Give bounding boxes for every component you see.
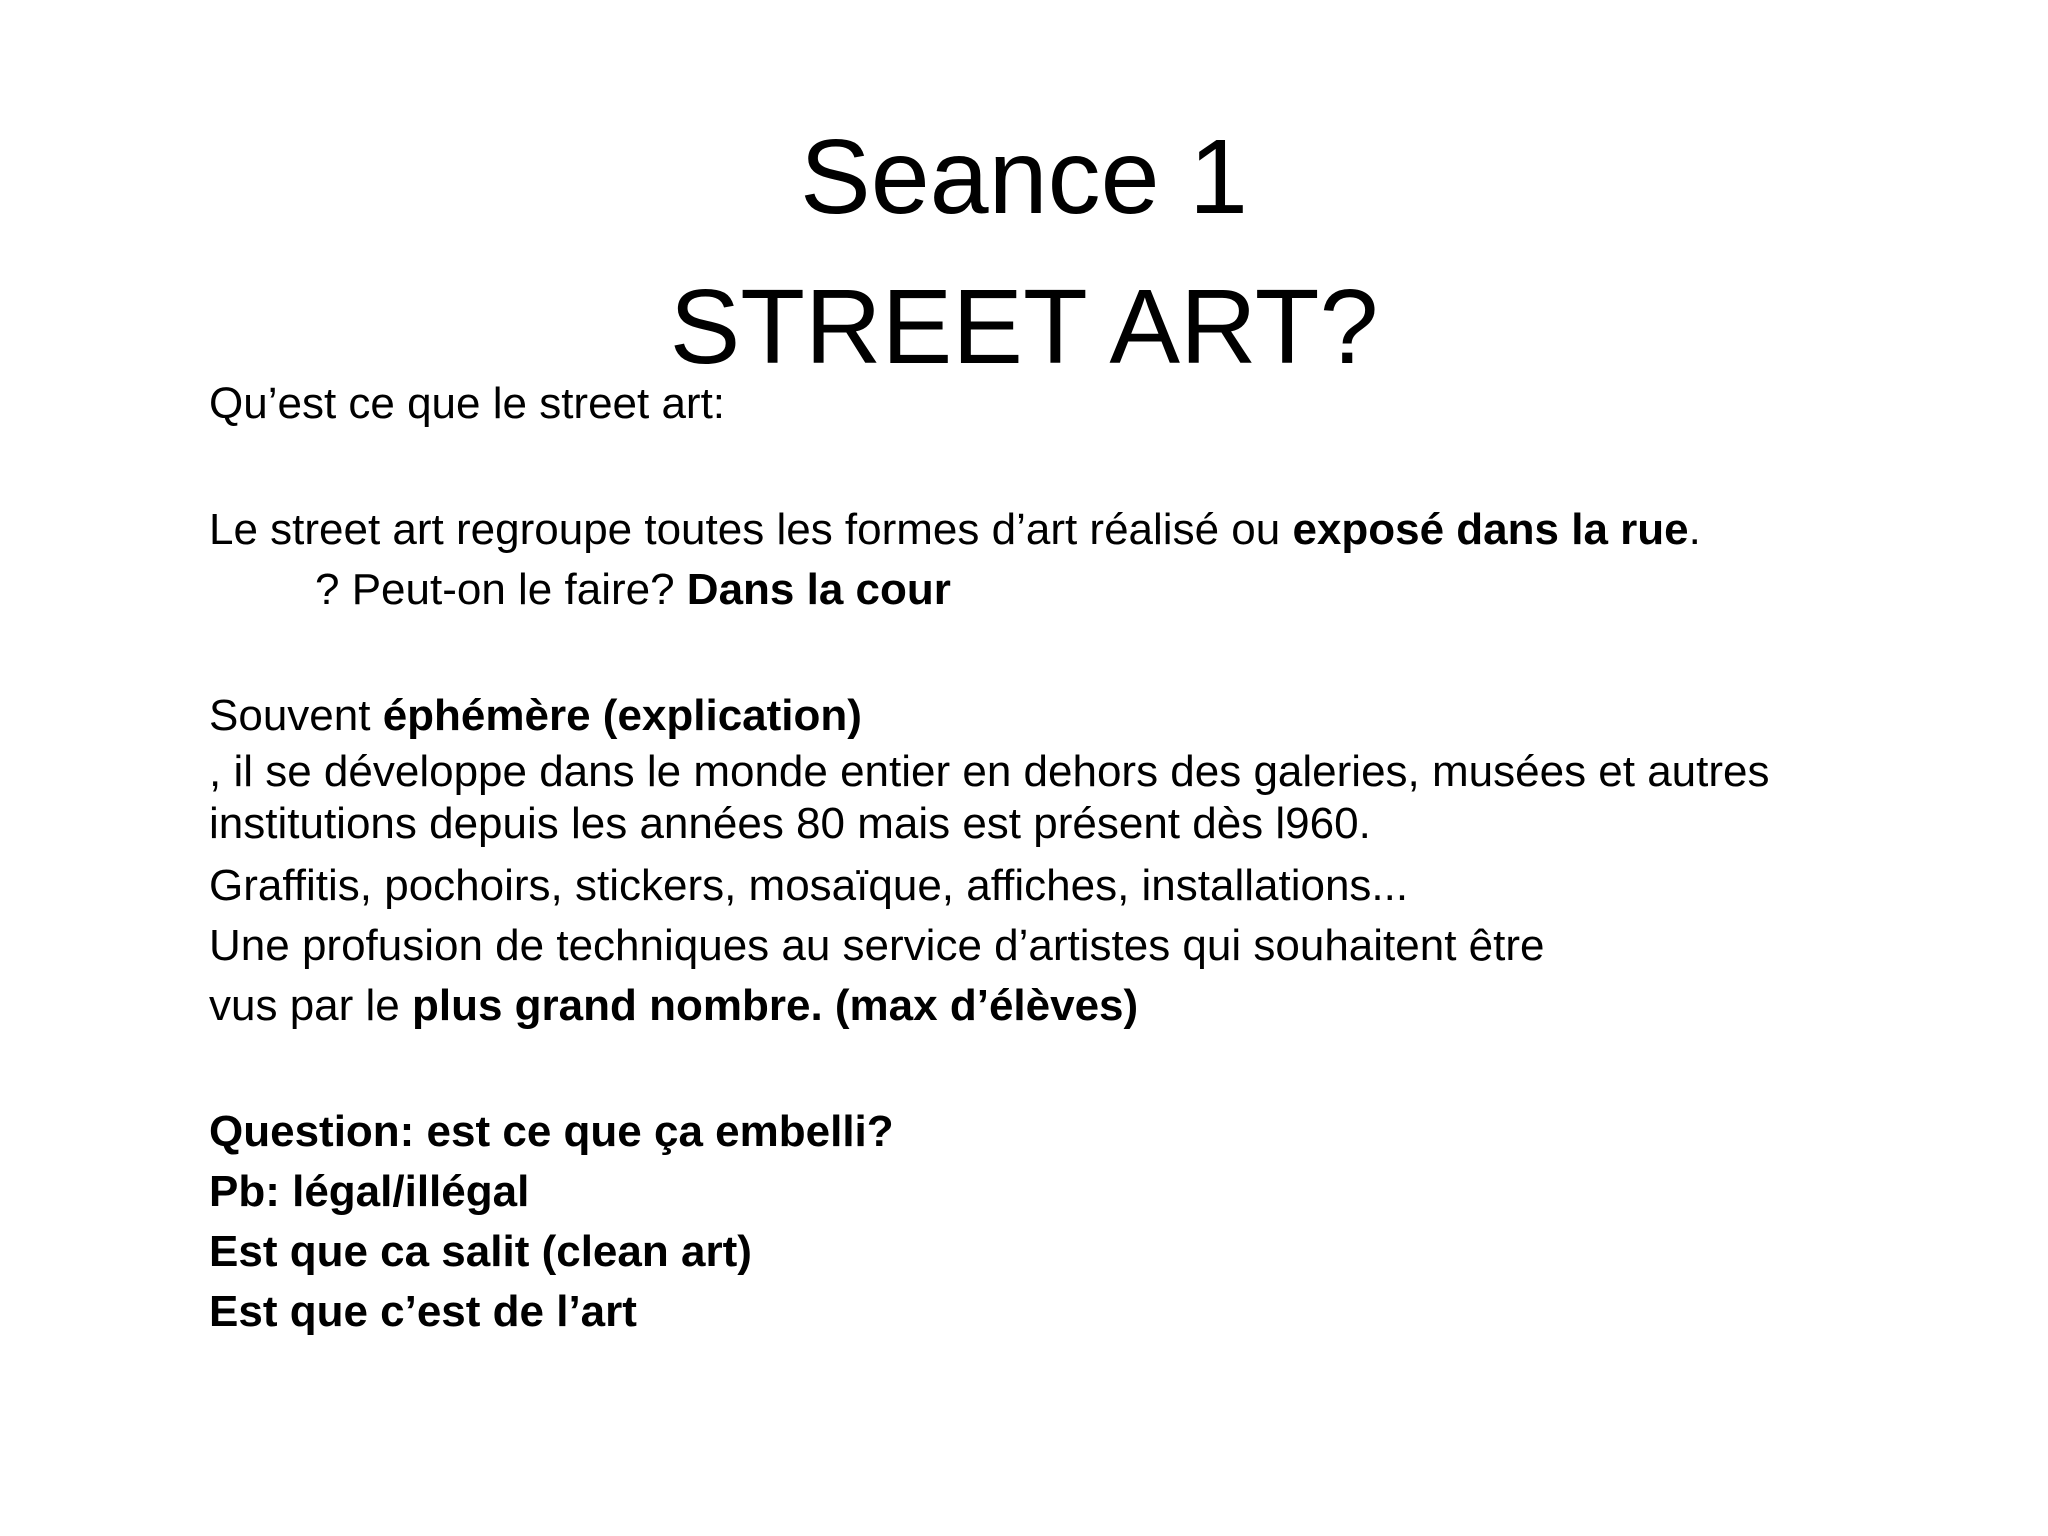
question-dirty: Est que ca salit (clean art) bbox=[209, 1227, 752, 1276]
slide-body bbox=[209, 374, 1989, 1342]
spacer bbox=[209, 620, 1989, 686]
profusion-text: Une profusion de techniques au service d’artistes qui souhaitent être bbox=[209, 921, 1545, 970]
audience-text bbox=[209, 976, 1989, 1036]
definition-text bbox=[209, 500, 1989, 560]
ephemeral-text bbox=[209, 686, 1989, 746]
title-line-topic: STREET ART? bbox=[669, 268, 1379, 386]
spacer bbox=[209, 1036, 1989, 1102]
sub-question-bold: Dans la cour bbox=[686, 565, 951, 614]
ephemeral-bold: éphémère (explication) bbox=[382, 691, 862, 740]
title-line-session: Seance 1 bbox=[800, 118, 1248, 236]
intro-question: Qu’est ce que le street art: bbox=[209, 379, 726, 428]
definition-before: Le street art regroupe toutes les formes d’art réalisé ou bbox=[209, 505, 1293, 554]
sub-question-before: ? Peut-on le faire? bbox=[315, 565, 687, 614]
question-embellish: Question: est ce que ça embelli? bbox=[209, 1107, 894, 1156]
spacer bbox=[209, 434, 1989, 500]
questions-list bbox=[209, 1102, 1989, 1342]
development-text: , il se développe dans le monde entier en dehors des galeries, musées et autres institutions depuis les années 80 mais est présent dès l960. bbox=[209, 747, 1770, 848]
audience-before: vus par le bbox=[209, 981, 412, 1030]
slide-title bbox=[0, 102, 2048, 402]
question-legal: Pb: légal/illégal bbox=[209, 1167, 530, 1216]
ephemeral-before: Souvent bbox=[209, 691, 383, 740]
sub-question bbox=[209, 560, 1989, 620]
techniques-text: Graffitis, pochoirs, stickers, mosaïque, affiches, installations... bbox=[209, 861, 1409, 910]
definition-bold: exposé dans la rue bbox=[1292, 505, 1689, 554]
definition-after: . bbox=[1688, 505, 1701, 554]
question-is-art: Est que c’est de l’art bbox=[209, 1287, 637, 1336]
audience-bold: plus grand nombre. (max d’élèves) bbox=[411, 981, 1139, 1030]
